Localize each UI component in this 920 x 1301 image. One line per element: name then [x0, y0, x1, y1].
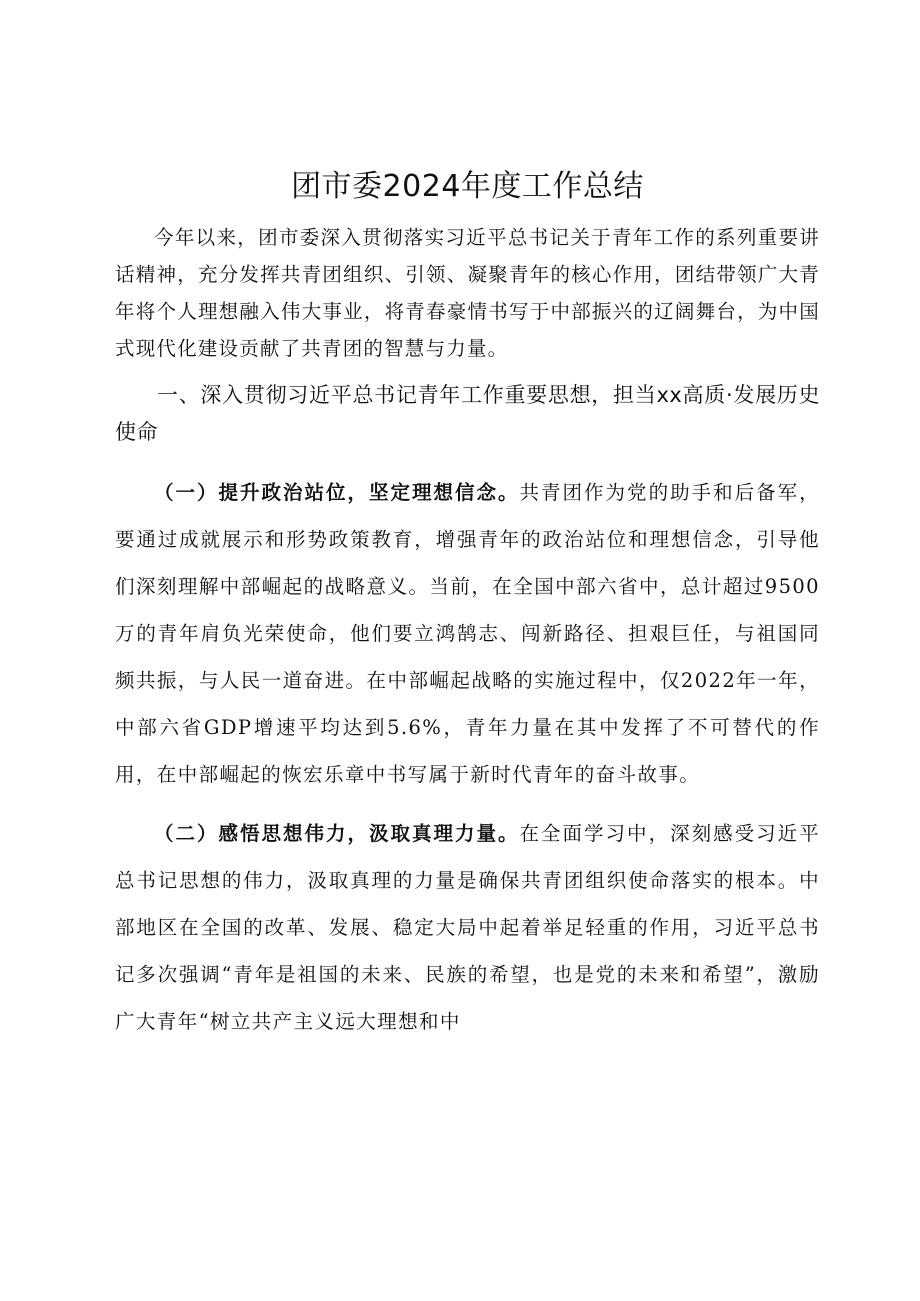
- paragraph-lead-2: （二）感悟思想伟力，汲取真理力量。: [154, 822, 520, 845]
- document-title: 团市委2024年度工作总结: [291, 169, 644, 204]
- section-heading-1: 一、深入贯彻习近平总书记青年工作重要思想，担当xx高质·发展历史使命: [115, 383, 820, 444]
- body-paragraph-2: [115, 810, 820, 1045]
- body-paragraph-1: [115, 469, 820, 798]
- paragraph-body-2: 在全面学习中，深刻感受习近平总书记思想的伟力，汲取真理的力量是确保共青团组织使命落实的根本。中部地区在全国的改革、发展、稳定大局中起着举足轻重的作用，习近平总书记多次强调“青年是祖国的未来、民族的希望，也是党的未来和希望”，激励广大青年“树立共产主义远大理想和中: [115, 822, 820, 1033]
- paragraph-body-1: 共青团作为党的助手和后备军，要通过成就展示和形势政策教育，增强青年的政治站位和理想信念，引导他们深刻理解中部崛起的战略意义。当前，在全国中部六省中，总计超过9500万的青年肩负光荣使命，他们要立鸿鹄志、闯新路径、担艰巨任，与祖国同频共振，与人民一道奋进。在中部崛起战略的实施过程中，仅2022年一年，中部六省GDP增速平均达到5.6%，青年力量在其中发挥了不可替代的作用，在中部崛起的恢宏乐章中书写属于新时代青年的奋斗故事。: [115, 481, 820, 786]
- paragraph-lead-1: （一）提升政治站位，坚定理想信念。: [154, 481, 520, 504]
- intro-paragraph: 今年以来，团市委深入贯彻落实习近平总书记关于青年工作的系列重要讲话精神，充分发挥共青团组织、引领、凝聚青年的核心作用，团结带领广大青年将个人理想融入伟大事业，将青春豪情书写于中部振兴的辽阔舞台，为中国式现代化建设贡献了共青团的智慧与力量。: [115, 226, 820, 360]
